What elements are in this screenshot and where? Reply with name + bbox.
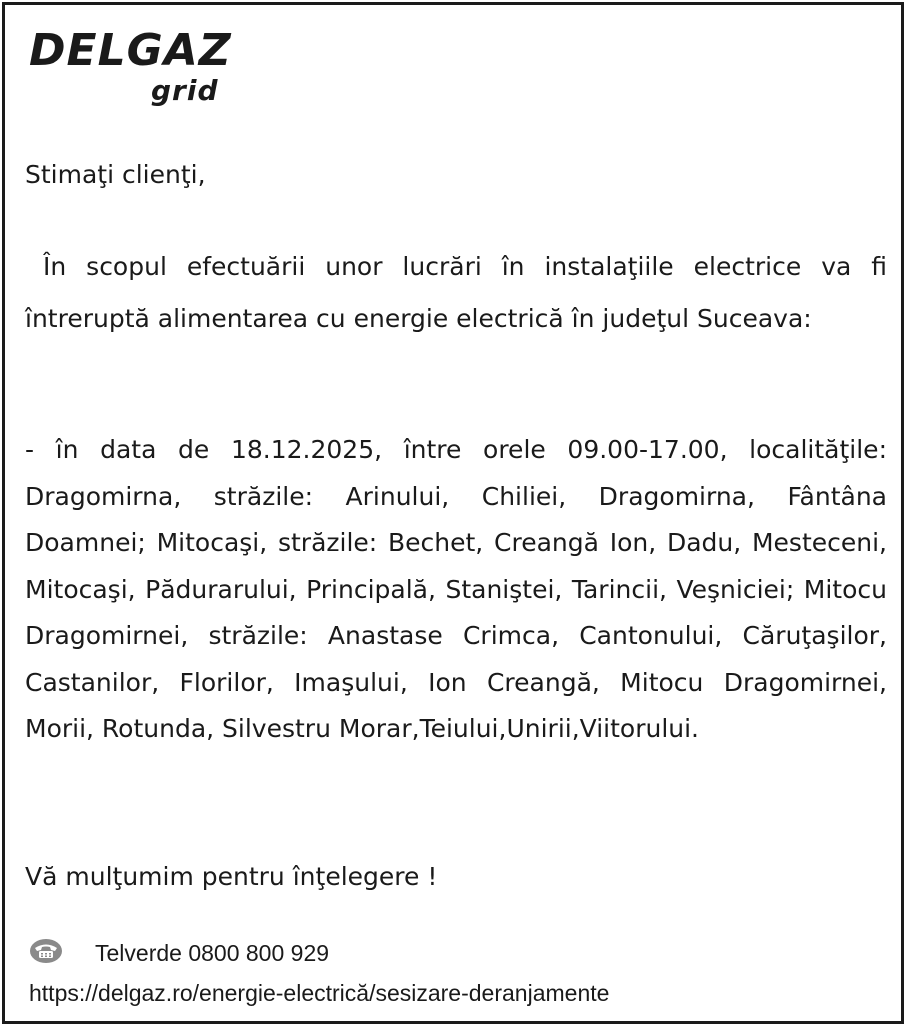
phone-contact [29, 935, 429, 971]
phone-number: Telverde 0800 800 929 [95, 940, 330, 966]
logo-wordmark: DELGAZ [29, 25, 232, 76]
notice-frame [2, 2, 904, 1024]
intro-paragraph: În scopul efectuării unor lucrări în instalaţiile electrice va fi întreruptă alimentarea cu energie electrică în judeţul Suceava: [25, 252, 887, 333]
thank-you-line: Vă mulţumim pentru înţelegere ! [25, 862, 438, 891]
logo-subtitle: grid [151, 74, 219, 107]
greeting: Stimaţi clienţi, [25, 160, 206, 189]
report-url: https://delgaz.ro/energie-electrică/sesizare-deranjamente [29, 980, 610, 1006]
outage-details: - în data de 18.12.2025, între orele 09.00-17.00, localităţile: Dragomirna, străzile: Arinului, Chiliei, Dragomirna, Fântâna Doamnei; Mitocaşi, străzile: Bechet, Creangă Ion, Dadu, Mesteceni, Mitocaşi, Pădurarului, Principală, Staniştei, Tarincii, Veşniciei; Mitocu Dragomirnei, străzile: Anastase Crimca, Cantonului, Căruţaşilor, Castanilor, Florilor, Imaşului, Ion Creangă, Mitocu Dragomirnei, Morii, Rotunda, Silvestru Morar,Teiului,Unirii,Viitorului. [25, 435, 887, 743]
delgaz-grid-logo [29, 25, 239, 115]
telephone-icon [29, 938, 63, 964]
